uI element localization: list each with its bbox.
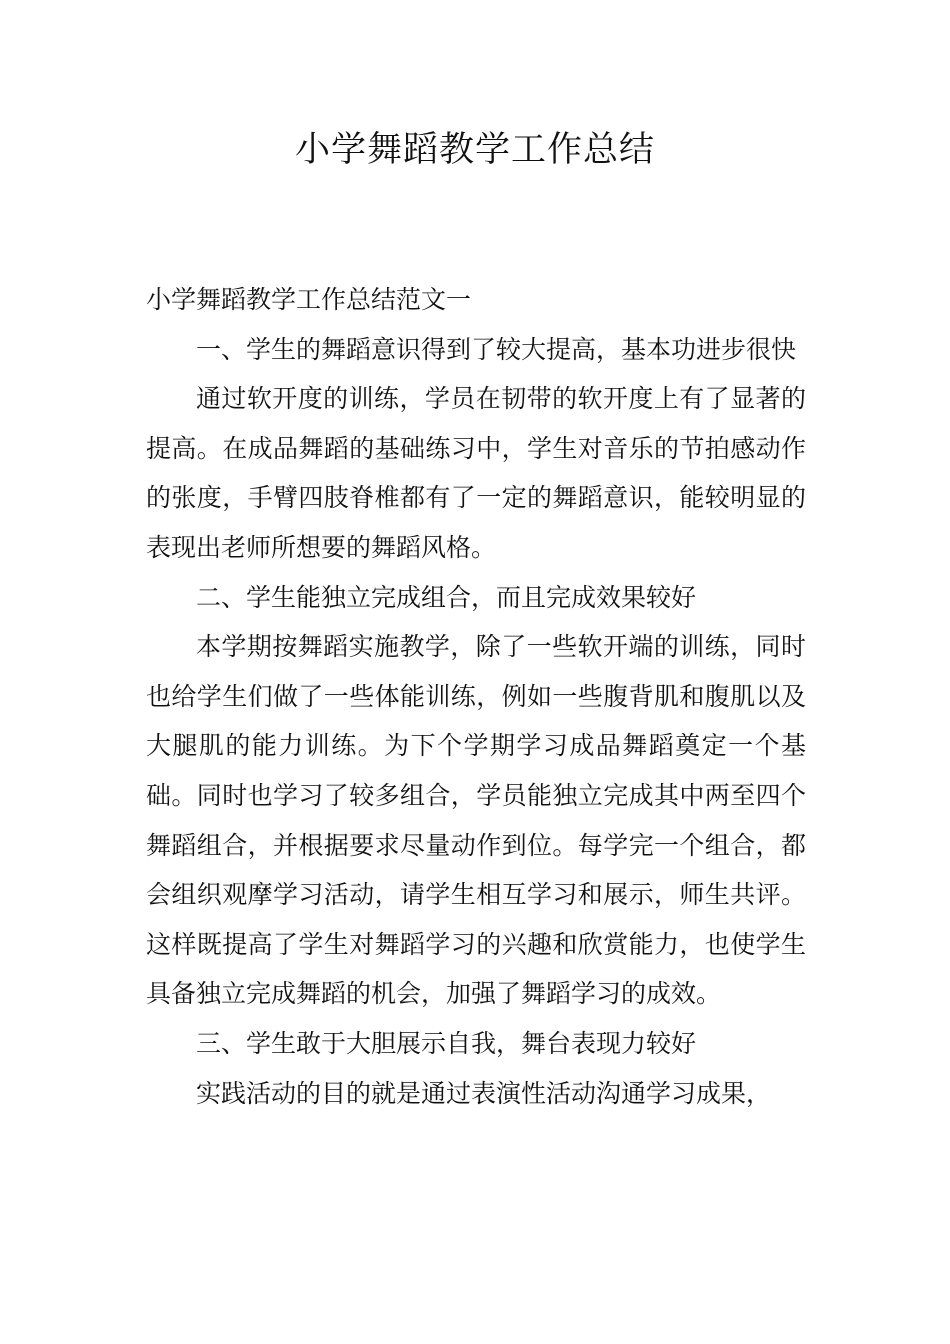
- section-heading-3: 三、学生敢于大胆展示自我，舞台表现力较好: [196, 1028, 697, 1058]
- subtitle-paragraph: 小学舞蹈教学工作总结范文一: [146, 285, 472, 314]
- section-heading-2: 二、学生能独立完成组合，而且完成效果较好: [196, 582, 697, 612]
- body-paragraph-3: 实践活动的目的就是通过表演性活动沟通学习成果，: [196, 1078, 772, 1108]
- document-title: 小学舞蹈教学工作总结: [294, 130, 655, 170]
- section-heading-1: 一、学生的舞蹈意识得到了较大提高，基本功进步很快: [196, 334, 797, 364]
- body-paragraph-2: 本学期按舞蹈实施教学，除了一些软开端的训练，同时也给学生们做了一些体能训练，例如一些腹背肌和腹肌以及大腿肌的能力训练。为下个学期学习成品舞蹈奠定一个基础。同时也学习了较多组合，学员能独立完成其中两至四个舞蹈组合，并根据要求尽量动作到位。每学完一个组合，都会组织观摩学习活动，请学生相互学习和展示，师生共评。这样既提高了学生对舞蹈学习的兴趣和欣赏能力，也使学生具备独立完成舞蹈的机会，加强了舞蹈学习的成效。: [146, 632, 806, 1009]
- document-body: [146, 275, 806, 1118]
- body-paragraph-1: 通过软开度的训练，学员在韧带的软开度上有了显著的提高。在成品舞蹈的基础练习中，学生对音乐的节拍感动作的张度，手臂四肢脊椎都有了一定的舞蹈意识，能较明显的表现出老师所想要的舞蹈风格。: [146, 384, 806, 562]
